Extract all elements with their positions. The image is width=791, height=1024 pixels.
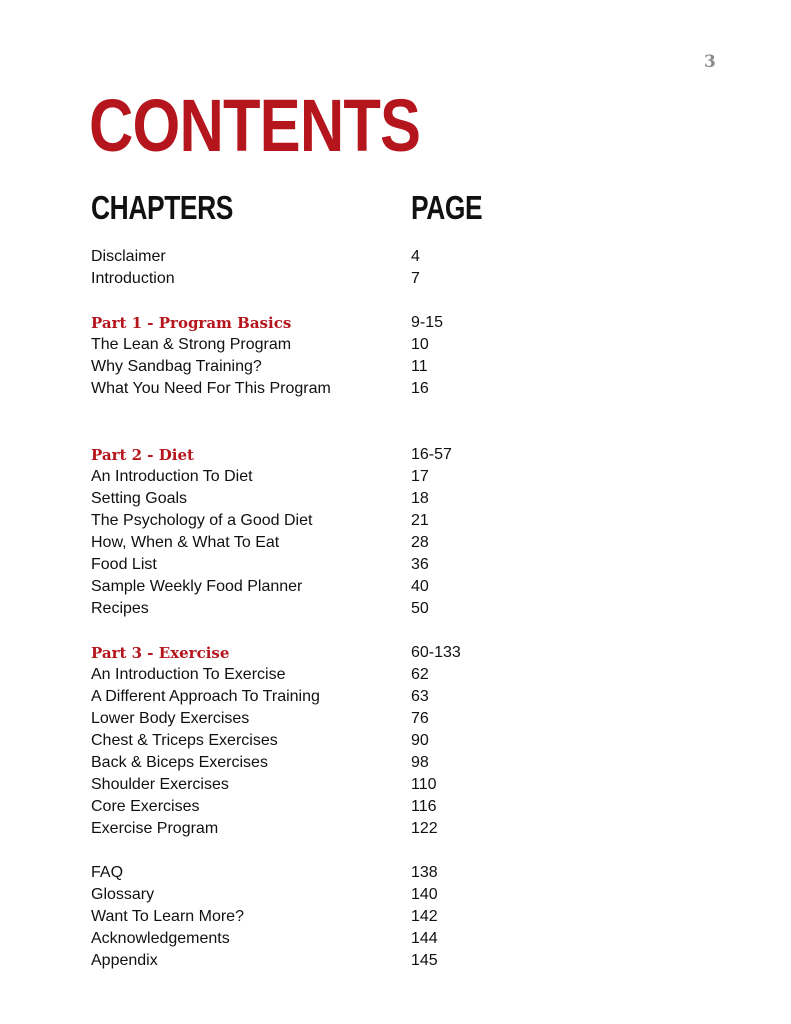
- part-page-range: 16-57: [411, 446, 452, 463]
- toc-entry[interactable]: [91, 334, 691, 356]
- toc-entry[interactable]: [91, 466, 691, 488]
- entry-label: Back & Biceps Exercises: [91, 754, 268, 771]
- toc-entry[interactable]: [91, 664, 691, 686]
- entry-page: 116: [411, 798, 437, 815]
- entry-page: 144: [411, 930, 438, 947]
- toc-entry[interactable]: [91, 356, 691, 378]
- toc-entry[interactable]: [91, 268, 691, 290]
- toc-entry[interactable]: [91, 510, 691, 532]
- toc-entry[interactable]: [91, 554, 691, 576]
- entry-page: 4: [411, 248, 420, 265]
- entry-label: Glossary: [91, 886, 155, 903]
- entry-label: Sample Weekly Food Planner: [91, 578, 303, 595]
- entry-page: 140: [411, 886, 438, 903]
- section-spacer: [91, 400, 691, 444]
- entry-page: 36: [411, 556, 429, 573]
- entry-label: Exercise Program: [91, 820, 219, 837]
- entry-page: 145: [411, 952, 438, 969]
- entry-page: 98: [411, 754, 429, 771]
- entry-label: Food List: [91, 556, 157, 573]
- entry-page: 62: [411, 666, 429, 683]
- toc-entry[interactable]: [91, 598, 691, 620]
- toc-entry[interactable]: [91, 796, 691, 818]
- toc-entry[interactable]: [91, 906, 691, 928]
- toc-entry[interactable]: [91, 884, 691, 906]
- entry-label: Why Sandbag Training?: [91, 358, 262, 375]
- entry-page: 21: [411, 512, 429, 529]
- part-label: Part 3 - Exercise: [91, 644, 230, 662]
- toc-entry[interactable]: [91, 708, 691, 730]
- entry-page: 142: [411, 908, 438, 925]
- toc-entry[interactable]: [91, 928, 691, 950]
- entry-page: 16: [411, 380, 429, 397]
- entry-label: Appendix: [91, 952, 158, 969]
- entry-page: 110: [411, 776, 437, 793]
- part-heading[interactable]: [91, 312, 691, 334]
- section-spacer: [91, 840, 691, 862]
- entry-label: Recipes: [91, 600, 149, 617]
- toc-entry[interactable]: [91, 818, 691, 840]
- section-spacer: [91, 290, 691, 312]
- entry-label: Acknowledgements: [91, 930, 230, 947]
- entry-label: Introduction: [91, 270, 175, 287]
- entry-page: 50: [411, 600, 429, 617]
- entry-label: Disclaimer: [91, 248, 166, 265]
- part-page-range: 60-133: [411, 644, 461, 661]
- page-number: 3: [704, 52, 716, 72]
- entry-label: A Different Approach To Training: [91, 688, 320, 705]
- contents-title: CONTENTS: [89, 84, 421, 167]
- entry-label: The Lean & Strong Program: [91, 336, 292, 353]
- entry-label: Core Exercises: [91, 798, 200, 815]
- entry-label: Lower Body Exercises: [91, 710, 250, 727]
- part-label: Part 2 - Diet: [91, 446, 194, 464]
- entry-page: 10: [411, 336, 429, 353]
- toc-entry[interactable]: [91, 730, 691, 752]
- part-heading[interactable]: [91, 444, 691, 466]
- entry-label: The Psychology of a Good Diet: [91, 512, 313, 529]
- toc-entry[interactable]: [91, 378, 691, 400]
- entry-page: 17: [411, 468, 429, 485]
- toc-entry[interactable]: [91, 532, 691, 554]
- entry-page: 90: [411, 732, 429, 749]
- chapters-header: CHAPTERS: [91, 189, 234, 226]
- entry-label: Setting Goals: [91, 490, 188, 507]
- toc-entry[interactable]: [91, 950, 691, 972]
- entry-page: 18: [411, 490, 429, 507]
- entry-label: What You Need For This Program: [91, 380, 331, 397]
- toc-entry[interactable]: [91, 576, 691, 598]
- part-page-range: 9-15: [411, 314, 444, 331]
- entry-page: 63: [411, 688, 429, 705]
- entry-label: How, When & What To Eat: [91, 534, 280, 551]
- entry-page: 7: [411, 270, 420, 287]
- entry-label: An Introduction To Diet: [91, 468, 253, 485]
- toc-entry[interactable]: [91, 246, 691, 268]
- entry-page: 11: [411, 358, 428, 375]
- toc-entry[interactable]: [91, 488, 691, 510]
- entry-page: 76: [411, 710, 429, 727]
- toc-entry[interactable]: [91, 752, 691, 774]
- entry-label: Chest & Triceps Exercises: [91, 732, 278, 749]
- entry-label: FAQ: [91, 864, 124, 881]
- toc-entry[interactable]: [91, 686, 691, 708]
- entry-label: Want To Learn More?: [91, 908, 244, 925]
- section-spacer: [91, 620, 691, 642]
- page-header: PAGE: [411, 189, 483, 226]
- entry-page: 28: [411, 534, 429, 551]
- part-label: Part 1 - Program Basics: [91, 314, 292, 332]
- table-of-contents: [91, 246, 691, 972]
- entry-page: 122: [411, 820, 438, 837]
- entry-page: 40: [411, 578, 429, 595]
- entry-page: 138: [411, 864, 438, 881]
- toc-entry[interactable]: [91, 774, 691, 796]
- entry-label: Shoulder Exercises: [91, 776, 229, 793]
- toc-entry[interactable]: [91, 862, 691, 884]
- part-heading[interactable]: [91, 642, 691, 664]
- entry-label: An Introduction To Exercise: [91, 666, 286, 683]
